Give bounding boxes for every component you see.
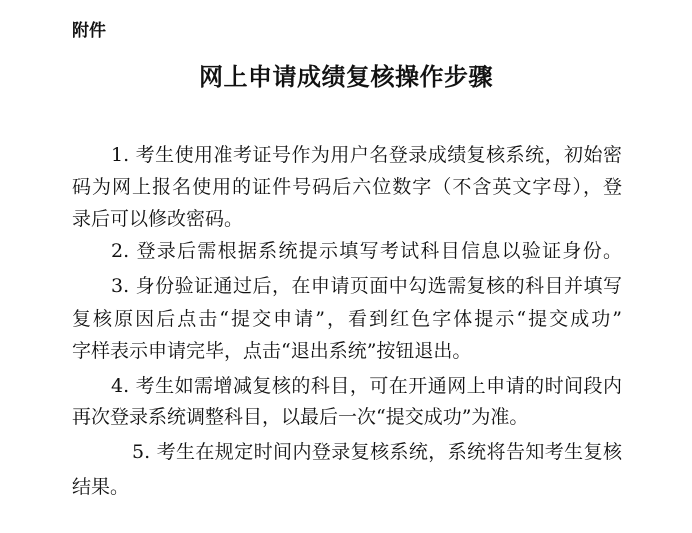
document-title: 网上申请成绩复核操作步骤 — [199, 62, 493, 91]
step-line: 5. 考生在规定时间内登录复核系统，系统将告知考生复核 — [132, 441, 622, 463]
step-line: 1. 考生使用准考证号作为用户名登录成绩复核系统，初始密 — [111, 144, 622, 166]
step-line: 4. 考生如需增减复核的科目，可在开通网上申请的时间段内 — [111, 375, 622, 397]
step-line: 复核原因后点击“提交申请”，看到红色字体提示“提交成功” — [72, 308, 622, 330]
step-line: 3. 身份验证通过后，在申请页面中勾选需复核的科目并填写 — [111, 275, 622, 297]
step-line: 码为网上报名使用的证件号码后六位数字（不含英文字母），登 — [72, 176, 622, 198]
step-line: 结果。 — [72, 476, 130, 498]
step-line: 字样表示申请完毕，点击“退出系统”按钮退出。 — [72, 340, 472, 362]
step-line: 录后可以修改密码。 — [72, 208, 244, 230]
step-line: 2. 登录后需根据系统提示填写考试科目信息以验证身份。 — [111, 240, 622, 262]
step-line: 再次登录系统调整科目，以最后一次“提交成功”为准。 — [72, 406, 529, 428]
attachment-label: 附件 — [72, 21, 106, 41]
